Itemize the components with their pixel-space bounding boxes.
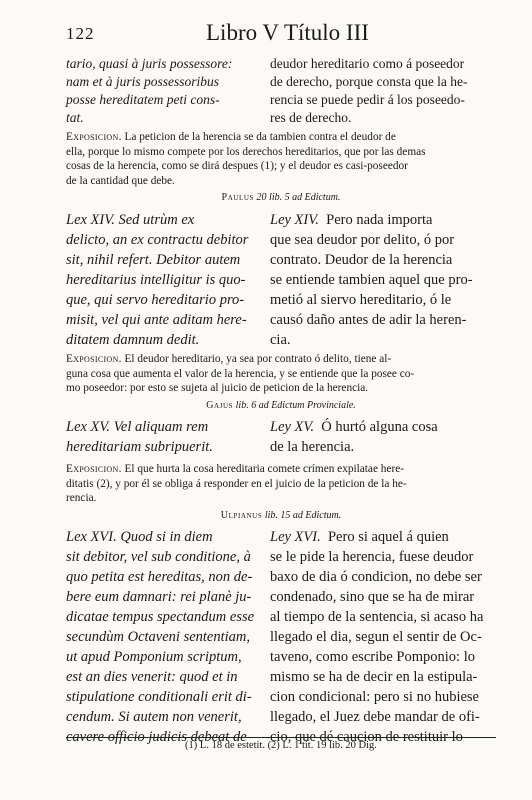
text-line: de derecho, porque consta que la he- (270, 74, 468, 89)
source-book: 20 lib. 5 ad Edictum. (256, 192, 341, 203)
source-author: Ulpianus (220, 510, 263, 521)
exposition-label: Exposicion. (66, 131, 122, 143)
ley-heading: Ley XVI. (270, 529, 321, 545)
text-line: ut apud Pomponium scriptum, (66, 649, 242, 665)
source-citation-2 (66, 400, 496, 411)
text-line: El deudor hereditario, ya sea por contrato ó delito, tiene al- (124, 353, 392, 365)
text-line: dicatae tempus spectandum esse (66, 609, 255, 625)
text-line: nam et à juris possessoribus (66, 74, 220, 89)
lex-15-latin (66, 417, 258, 457)
text-line: cia. (270, 332, 291, 348)
text-line: contrato. Deudor de la herencia (270, 252, 453, 268)
text-line: tario, quasi à juris possessore: (66, 56, 233, 71)
text-line: rencia se puede pedir á los poseedo- (270, 92, 465, 107)
text-line: La peticion de la herencia se da tambien contra el deudor de (124, 131, 396, 143)
continued-spanish-text (270, 55, 496, 127)
text-line: metió al siervo hereditario, ó le (270, 292, 452, 308)
text-line: que, qui servo hereditario pro- (66, 292, 245, 308)
text-line: mismo se ha de decir en la estipula- (270, 669, 478, 685)
text-line: bere eum damnari: rei planè ju- (66, 589, 252, 605)
text-line: Lex XVI. Quod si in diem (66, 529, 213, 545)
text-line: rencia. (66, 492, 97, 504)
text-line: tat. (66, 110, 84, 125)
text-line: cavere officio judicis debeat de (66, 729, 247, 745)
running-title: Libro V Título III (206, 20, 369, 45)
continued-latin-text (66, 55, 258, 127)
lex-16-spanish (270, 527, 496, 747)
source-citation-1 (66, 192, 496, 203)
page-header (66, 20, 490, 50)
text-line: stipulatione conditionali erit di- (66, 689, 252, 705)
text-line: hereditariam subripuerit. (66, 439, 213, 455)
text-line: cion condicional: pero si no hubiese (270, 689, 479, 705)
ley-heading: Ley XV. (270, 419, 315, 435)
text-line: misit, vel qui ante aditam here- (66, 312, 247, 328)
text-line: Pero nada importa (326, 212, 433, 228)
text-line: se le pide la herencia, fuese deudor (270, 549, 474, 565)
lex-14-latin (66, 210, 258, 350)
exposition-2 (66, 352, 496, 396)
text-line: est an dies venerit: quod et in (66, 669, 238, 685)
lex-15-spanish (270, 417, 496, 457)
text-line: hereditarius intelligitur is quo- (66, 272, 246, 288)
text-line: baxo de dia ó condicion, no debe ser (270, 569, 482, 585)
exposition-3 (66, 462, 496, 506)
text-line: Pero si aquel á quien (327, 529, 449, 545)
source-book: lib. 15 ad Edictum. (264, 510, 342, 521)
ley-heading: Ley XIV. (270, 212, 319, 228)
source-author: Gajus (206, 400, 234, 411)
text-line: El que hurta la cosa hereditaria comete crímen expilatae here- (124, 463, 404, 475)
text-line: posse hereditatem peti cons- (66, 92, 220, 107)
lex-16-latin (66, 527, 258, 747)
text-line: guna cosa que aumenta el valor de la herencia, y se entiende que la posee co- (66, 367, 415, 380)
text-line: Lex XV. Vel aliquam rem (66, 419, 209, 435)
text-line: taveno, como escribe Pomponio: lo (270, 649, 475, 665)
text-line: de la herencia. (270, 439, 355, 455)
text-line: ditatem damnum dedit. (66, 332, 200, 348)
text-line: Lex XIV. Sed utrùm ex (66, 212, 195, 228)
lex-14-spanish (270, 210, 496, 350)
text-line: llegado el dia, segun el sentir de Oc- (270, 629, 482, 645)
page-number: 122 (66, 24, 95, 43)
text-line: condenado, sino que se ha de mirar (270, 589, 475, 605)
text-line: cendum. Si autem non venerit, (66, 709, 242, 725)
text-line: ella, porque lo mismo compete por los derechos hereditarios, que por las demas (66, 145, 426, 158)
text-line: de la cantidad que debe. (66, 174, 175, 187)
text-line: delicto, an ex contractu debitor (66, 232, 249, 248)
text-line: sit, nihil refert. Debitor autem (66, 252, 241, 268)
source-book: lib. 6 ad Edictum Provinciale. (235, 400, 356, 411)
text-line: llegado, el Juez debe mandar de ofi- (270, 709, 480, 725)
source-citation-3 (66, 510, 496, 521)
text-line: cio, que dé caucion de restituir lo (270, 729, 463, 745)
text-line: quo petita est hereditas, non de- (66, 569, 253, 585)
exposition-1 (66, 130, 496, 188)
text-line: cosas de la herencia, como se dirá despues (1); y el deudor es casi-poseedor (66, 160, 408, 172)
exposition-label: Exposicion. (66, 463, 122, 475)
text-line: mo poseedor: por esto se sujeta al juicio de peticion de la herencia. (66, 382, 369, 394)
footnote-rule (66, 737, 496, 738)
text-line: ditatis (2), y por él se obliga á responder en el juicio de la peticion de la he- (66, 477, 407, 490)
text-line: que sea deudor por delito, ó por (270, 232, 455, 248)
text-line: causó daño antes de adir la heren- (270, 312, 467, 328)
exposition-label: Exposicion. (66, 353, 122, 365)
text-line: sit debitor, vel sub conditione, à (66, 549, 251, 565)
text-line: al tiempo de la sentencia, si acaso ha (270, 609, 484, 625)
footnotes: (1) L. 18 de estetit. (2) L. 1 tit. 19 lib. 20 Dig. (185, 740, 377, 751)
text-line: se entiende tambien aquel que pro- (270, 272, 473, 288)
text-line: Ó hurtó alguna cosa (321, 419, 438, 435)
text-line: secundùm Octaveni sententiam, (66, 629, 251, 645)
text-line: deudor hereditario como á poseedor (270, 56, 465, 71)
text-line: res de derecho. (270, 110, 352, 125)
source-author: Paulus (221, 192, 255, 203)
